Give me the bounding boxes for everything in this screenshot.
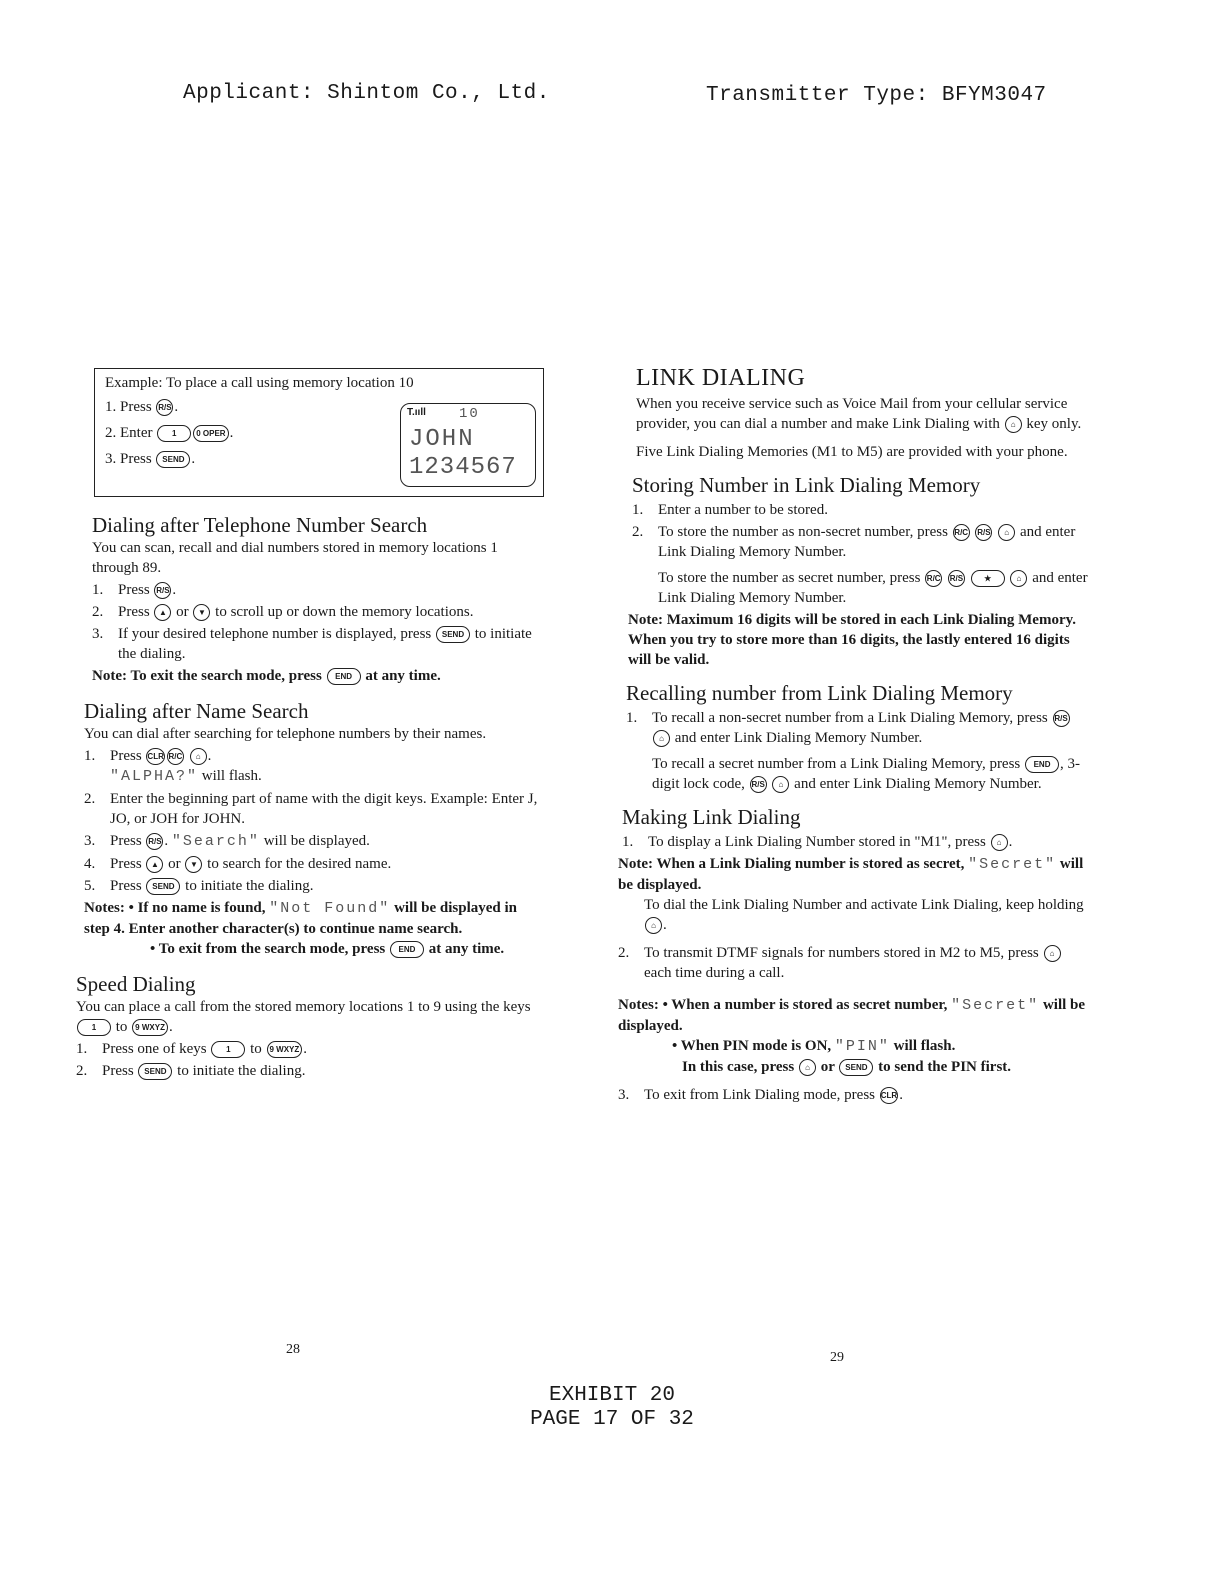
clr-key-icon: CLR <box>146 748 164 765</box>
exhibit-label: EXHIBIT 20 <box>548 1384 676 1407</box>
list-item: 1. To recall a non-secret number from a Link Dialing Memory, press R/S ⌂ and enter Link Dialing Memory Number. To recall a secret number from a Link Dialing Memory, press END , 3-digit lock code, R/S ⌂ and enter Link Dialing Memory Number. <box>626 710 1081 792</box>
list-item: 2. Press SEND to initiate the dialing. <box>76 1063 306 1079</box>
list-item: 2. Enter the beginning part of name with the digit keys. Example: Enter J, JO, or JOH for JOHN. <box>84 791 538 827</box>
section-title-storing: Storing Number in Link Dialing Memory <box>632 473 981 497</box>
link-key-icon: ⌂ <box>1010 570 1027 587</box>
link-key-icon: ⌂ <box>799 1059 816 1076</box>
number-search-intro: You can scan, recall and dial numbers stored in memory locations 1 through 89. <box>92 540 498 576</box>
example-step-1: 1. Press R/S . <box>105 399 179 415</box>
one-key-icon: 1 <box>157 425 191 442</box>
section-title-recalling: Recalling number from Link Dialing Memory <box>626 681 1013 705</box>
list-item: 3. If your desired telephone number is displayed, press SEND to initiate the dialing. <box>92 626 532 662</box>
phone-display <box>400 403 536 487</box>
making-note-2: To dial the Link Dialing Number and activate Link Dialing, keep holding ⌂ . <box>644 897 1084 933</box>
speed-dialing-intro: You can place a call from the stored memory locations 1 to 9 using the keys 1 to 9 WXYZ . <box>76 999 531 1035</box>
list-item: 3. Press R/S . "Search" will be displayed. <box>84 833 370 850</box>
signal-icon: T.ııll <box>407 407 426 418</box>
example-step-3: 3. Press SEND . <box>105 451 196 467</box>
up-key-icon: ▲ <box>146 856 163 873</box>
link-key-icon: ⌂ <box>998 524 1015 541</box>
rc-key-icon: R/C <box>925 570 942 587</box>
rs-key-icon: R/S <box>154 582 171 599</box>
list-item: 1. To display a Link Dialing Number stored in "M1", press ⌂ . <box>622 834 1013 850</box>
example-box <box>94 368 544 497</box>
making-note: Note: When a Link Dialing number is stored as secret, "Secret" will be displayed. <box>618 856 1084 893</box>
section-title-making: Making Link Dialing <box>622 805 801 829</box>
making-notes-3: In this case, press ⌂ or SEND to send the PIN first. <box>682 1059 1012 1075</box>
zero-key-icon: 0 OPER <box>193 425 228 442</box>
exhibit-page: PAGE 17 OF 32 <box>530 1408 694 1431</box>
section-title-name-search: Dialing after Name Search <box>84 699 309 723</box>
page-number-left: 28 <box>286 1342 300 1357</box>
example-title: Example: To place a call using memory location 10 <box>105 375 414 391</box>
making-notes-2: • When PIN mode is ON, "PIN" will flash. <box>672 1038 956 1055</box>
name-search-note-2: • To exit from the search mode, press END at any time. <box>150 941 505 957</box>
send-key-icon: SEND <box>839 1059 873 1076</box>
link-key-icon: ⌂ <box>190 748 207 765</box>
link-key-icon: ⌂ <box>645 917 662 934</box>
link-dialing-title: LINK DIALING <box>636 365 806 391</box>
nine-key-icon: 9 WXYZ <box>267 1041 303 1058</box>
rs-key-icon: R/S <box>1053 710 1070 727</box>
list-item: 4. Press ▲ or ▼ to search for the desired name. <box>84 856 392 872</box>
example-step-2: 2. Enter 1 0 OPER . <box>105 425 234 441</box>
name-search-intro: You can dial after searching for telephone numbers by their names. <box>84 726 487 742</box>
end-key-icon: END <box>1025 756 1059 773</box>
link-key-icon: ⌂ <box>772 776 789 793</box>
lcd-text: "ALPHA?" <box>110 768 199 785</box>
number-search-note: Note: To exit the search mode, press END at any time. <box>92 668 441 684</box>
list-item: 3. To exit from Link Dialing mode, press CLR . <box>618 1087 903 1103</box>
down-key-icon: ▼ <box>185 856 202 873</box>
list-item: 2. To store the number as non-secret number, press R/C R/S ⌂ and enter Link Dialing Memory Number. To store the number as secret number, press R/C R/S ★ ⌂ and enter Link Dialing Memory Number. <box>632 524 1088 606</box>
star-key-icon: ★ <box>971 570 1005 587</box>
display-name: JOHN <box>409 426 475 453</box>
list-item: 5. Press SEND to initiate the dialing. <box>84 878 314 894</box>
send-key-icon: SEND <box>138 1063 172 1080</box>
rc-key-icon: R/C <box>953 524 970 541</box>
down-key-icon: ▼ <box>193 604 210 621</box>
clr-key-icon: CLR <box>880 1087 898 1104</box>
right-column <box>618 365 1088 1107</box>
rs-key-icon: R/S <box>750 776 767 793</box>
page-number-right: 29 <box>830 1350 844 1365</box>
end-key-icon: END <box>327 668 361 685</box>
link-dialing-intro: When you receive service such as Voice Mail from your cellular service provider, you can dial a number and make Link Dialing with ⌂ key only. <box>636 396 1082 432</box>
transmitter-header: Transmitter Type: BFYM3047 <box>706 84 1047 107</box>
applicant-header: Applicant: Shintom Co., Ltd. <box>183 82 550 105</box>
section-title-speed-dialing: Speed Dialing <box>76 972 196 996</box>
rs-key-icon: R/S <box>156 399 173 416</box>
making-notes-1: Notes: • When a number is stored as secret number, "Secret" will be displayed. <box>618 997 1086 1034</box>
rc-key-icon: R/C <box>167 748 184 765</box>
display-location: 10 <box>459 406 480 422</box>
storing-note: Note: Maximum 16 digits will be stored in each Link Dialing Memory. When you try to store more than 16 digits, the lastly entered 16 digits will be valid. <box>628 612 1077 668</box>
list-item: 1. Press R/S . <box>92 582 177 598</box>
link-key-icon: ⌂ <box>1005 416 1022 433</box>
list-item: 2. To transmit DTMF signals for numbers stored in M2 to M5, press ⌂ each time during a call. <box>618 943 1088 983</box>
rs-key-icon: R/S <box>975 524 992 541</box>
display-number: 1234567 <box>409 454 517 481</box>
list-item: 1. Press one of keys 1 to 9 WXYZ . <box>76 1041 308 1057</box>
link-dialing-intro-2: Five Link Dialing Memories (M1 to M5) are provided with your phone. <box>636 444 1068 460</box>
send-key-icon: SEND <box>436 626 470 643</box>
send-key-icon: SEND <box>156 451 190 468</box>
link-key-icon: ⌂ <box>653 730 670 747</box>
left-column <box>76 512 546 1083</box>
list-item: 2. Press ▲ or ▼ to scroll up or down the memory locations. <box>92 604 474 620</box>
lcd-text: "Search" <box>171 833 260 850</box>
list-item: 1. Press CLR R/C ⌂ . "ALPHA?" will flash. <box>84 748 262 785</box>
one-key-icon: 1 <box>77 1019 111 1036</box>
section-title-number-search: Dialing after Telephone Number Search <box>92 513 428 537</box>
rs-key-icon: R/S <box>948 570 965 587</box>
link-key-icon: ⌂ <box>991 834 1008 851</box>
link-key-icon: ⌂ <box>1044 945 1061 962</box>
send-key-icon: SEND <box>146 878 180 895</box>
nine-key-icon: 9 WXYZ <box>132 1019 168 1036</box>
one-key-icon: 1 <box>211 1041 245 1058</box>
up-key-icon: ▲ <box>154 604 171 621</box>
rs-key-icon: R/S <box>146 833 163 850</box>
end-key-icon: END <box>390 941 424 958</box>
name-search-note-1: Notes: • If no name is found, "Not Found" will be displayed in step 4. Enter another character(s) to continue name search. <box>84 900 518 937</box>
list-item: 1. Enter a number to be stored. <box>632 502 828 518</box>
